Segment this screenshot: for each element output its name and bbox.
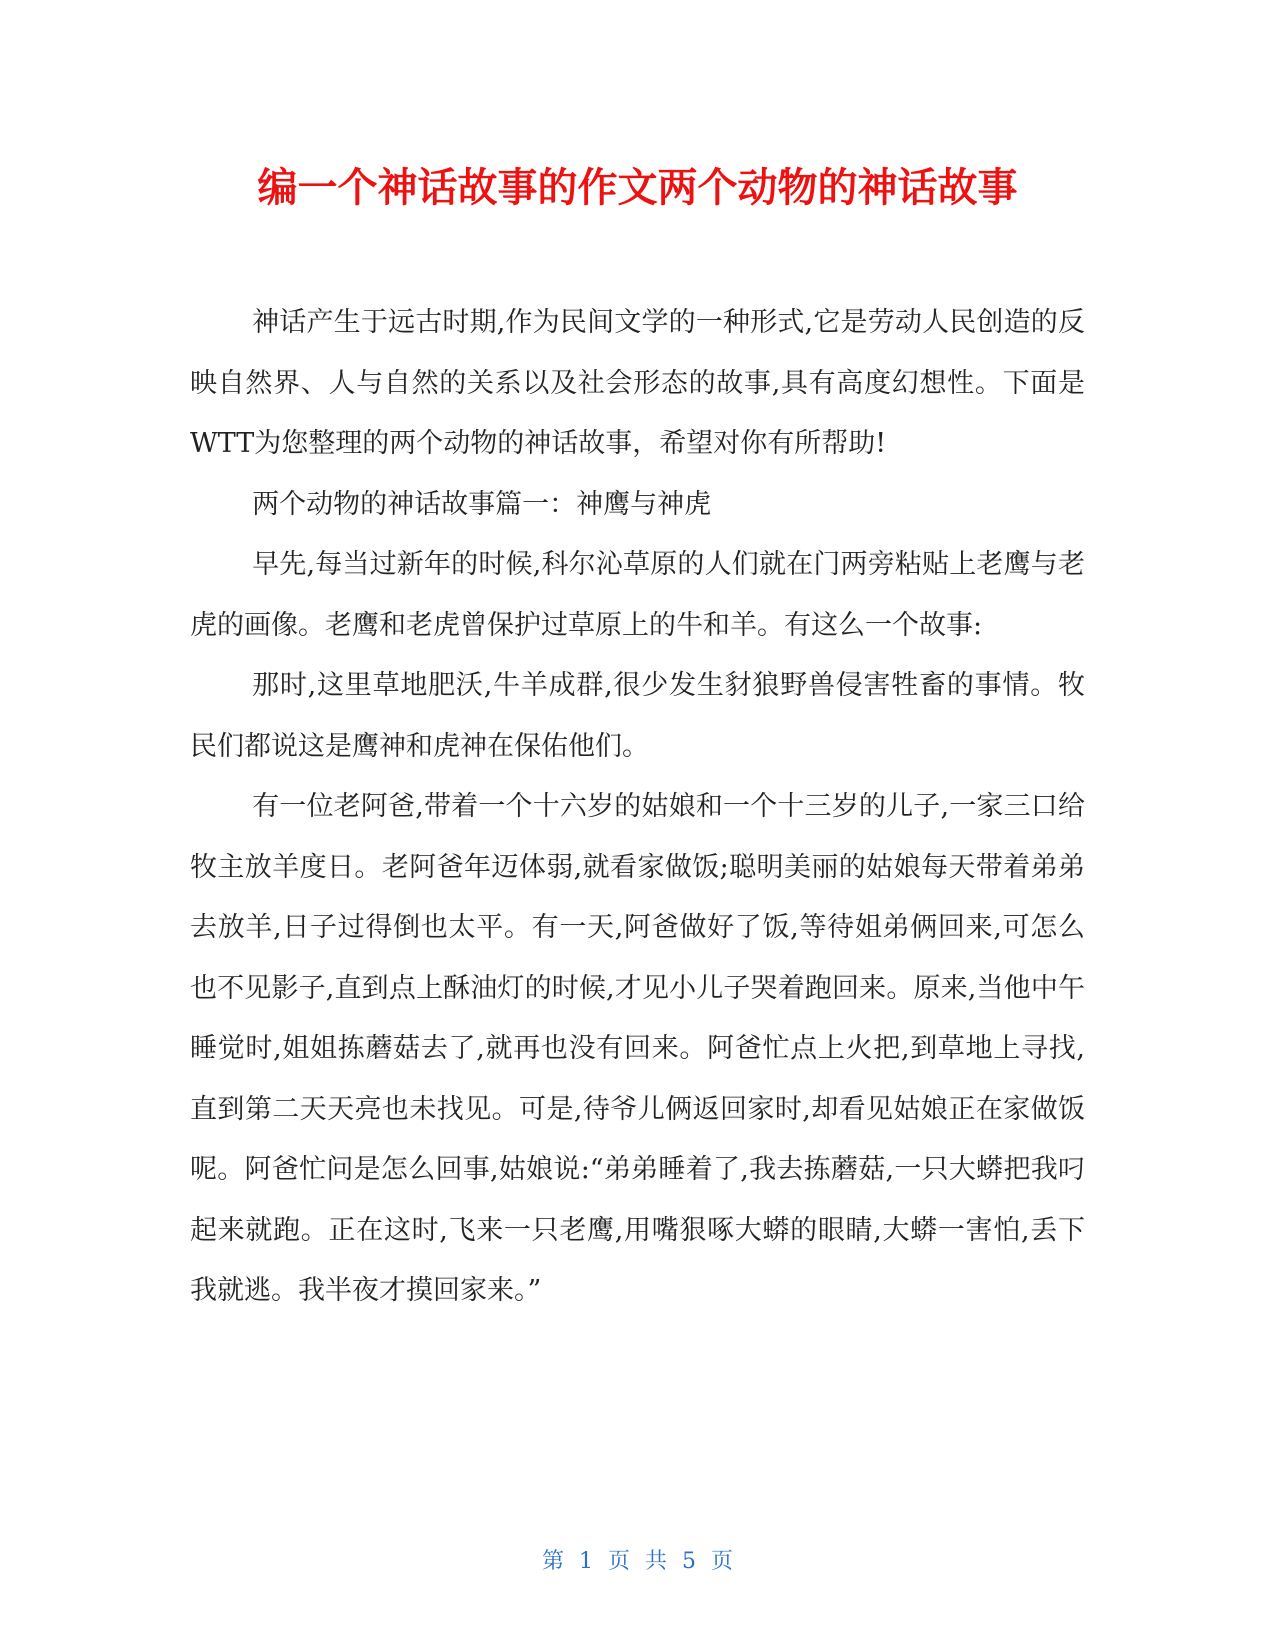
paragraph-story-setting: 那时,这里草地肥沃,牛羊成群,很少发生豺狼野兽侵害牲畜的事情。牧民们都说这是鹰神和虎神在保佑他们。	[190, 670, 1085, 762]
document-title: 编一个神话故事的作文两个动物的神话故事	[257, 165, 1018, 211]
paragraph-section-heading: 两个动物的神话故事篇一：神鹰与神虎	[252, 488, 712, 520]
paragraph-story-opening: 早先,每当过新年的时候,科尔沁草原的人们就在门两旁粘贴上老鹰与老虎的画像。老鹰和老虎曾保护过草原上的牛和羊。有这么一个故事:	[190, 549, 1085, 641]
paragraph-story-main: 有一位老阿爸,带着一个十六岁的姑娘和一个十三岁的儿子,一家三口给牧主放羊度日。老阿爸年迈体弱,就看家做饭;聪明美丽的姑娘每天带着弟弟去放羊,日子过得倒也太平。有一天,阿爸做好了饭,等待姐弟俩回来,可怎么也不见影子,直到点上酥油灯的时候,才见小儿子哭着跑回来。原来,当他中午睡觉时,姐姐拣蘑菇去了,就再也没有回来。阿爸忙点上火把,到草地上寻找,直到第二天天亮也未找见。可是,待爷儿俩返回家时,却看见姑娘正在家做饭呢。阿爸忙问是怎么回事,姑娘说:“弟弟睡着了,我去拣蘑菇,一只大蟒把我叼起来就跑。正在这时,飞来一只老鹰,用嘴狠啄大蟒的眼睛,大蟒一害怕,丢下我就逃。我半夜才摸回家来。”	[190, 791, 1085, 1306]
page-number-footer: 第 1 页 共 5 页	[542, 1549, 733, 1574]
paragraph-intro: 神话产生于远古时期,作为民间文学的一种形式,它是劳动人民创造的反映自然界、人与自然的关系以及社会形态的故事,具有高度幻想性。下面是WTT为您整理的两个动物的神话故事，希望对你有所帮助!	[190, 307, 1085, 459]
document-body	[190, 293, 1085, 1322]
